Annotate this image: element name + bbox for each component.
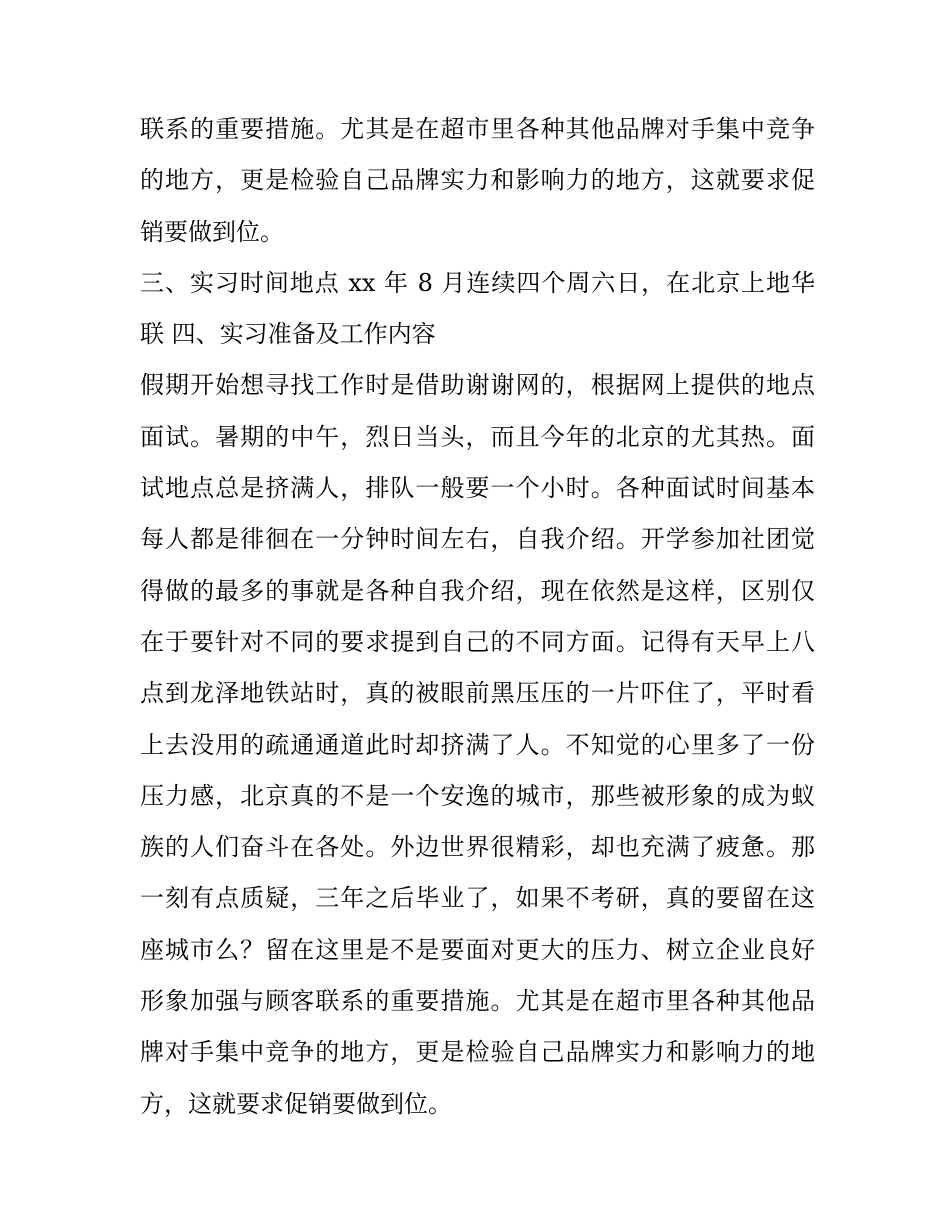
- text-line: 上去没用的疏通通道此时却挤满了人。不知觉的心里多了一份: [140, 730, 815, 759]
- text-line: 一刻有点质疑，三年之后毕业了，如果不考研，真的要留在这: [140, 884, 815, 913]
- text-line: 在于要针对不同的要求提到自己的不同方面。记得有天早上八: [140, 627, 815, 656]
- text-line: 点到龙泽地铁站时，真的被眼前黑压压的一片吓住了，平时看: [140, 679, 815, 708]
- text-line: 联系的重要措施。尤其是在超市里各种其他品牌对手集中竞争: [140, 115, 815, 143]
- text-line: 族的人们奋斗在各处。外边世界很精彩，却也充满了疲惫。那: [140, 833, 815, 862]
- text-line: 联 四、实习准备及工作内容: [140, 320, 436, 349]
- text-line: 假期开始想寻找工作时是借助谢谢网的，根据网上提供的地点: [140, 371, 815, 400]
- text-line: 牌对手集中竞争的地方，更是检验自己品牌实力和影响力的地: [140, 1038, 815, 1067]
- text-line: 面试。暑期的中午，烈日当头，而且今年的北京的尤其热。面: [140, 422, 815, 451]
- text-line: 三、实习时间地点 xx 年 8 月连续四个周六日，在北京上地华: [140, 268, 815, 297]
- text-line: 试地点总是挤满人，排队一般要一个小时。各种面试时间基本: [140, 474, 815, 503]
- text-line: 压力感，北京真的不是一个安逸的城市，那些被形象的成为蚁: [140, 781, 815, 810]
- text-line: 得做的最多的事就是各种自我介绍，现在依然是这样，区别仅: [140, 576, 815, 605]
- text-line: 销要做到位。: [140, 217, 284, 246]
- text-line: 方，这就要求促销要做到位。: [140, 1089, 452, 1118]
- text-line: 形象加强与顾客联系的重要措施。尤其是在超市里各种其他品: [140, 987, 815, 1016]
- text-line: 座城市么？留在这里是不是要面对更大的压力、树立企业良好: [140, 935, 815, 964]
- body-text: [140, 104, 815, 1130]
- text-line: 每人都是徘徊在一分钟时间左右，自我介绍。开学参加社团觉: [140, 525, 815, 554]
- text-line: 的地方，更是检验自己品牌实力和影响力的地方，这就要求促: [140, 166, 815, 195]
